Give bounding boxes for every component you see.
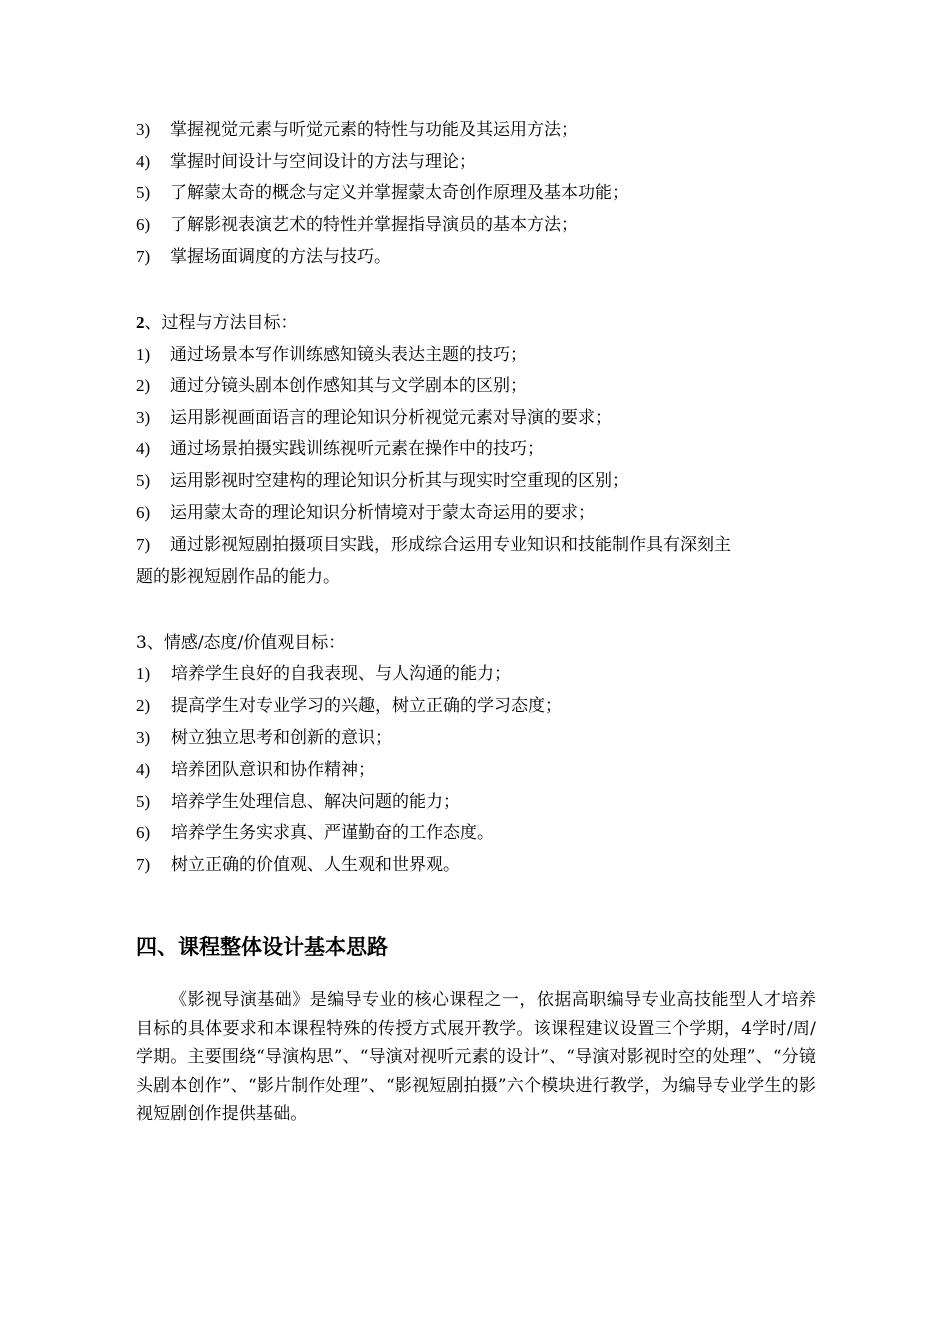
list-item (136, 694, 816, 718)
list-item (136, 213, 816, 237)
list-item-text: 运用影视画面语言的理论知识分析视觉元素对导演的要求； (170, 408, 612, 428)
list-item (136, 853, 816, 877)
list-item (136, 343, 816, 367)
list-item-text: 培养学生处理信息、解决问题的能力； (171, 792, 460, 812)
list-item-number: 1) (136, 345, 151, 364)
list-item-number: 2) (136, 696, 151, 715)
list-item-text: 树立正确的价值观、人生观和世界观。 (171, 855, 460, 875)
list-item (136, 790, 816, 814)
list-item-text: 通过分镜头剧本创作感知其与文学剧本的区别； (170, 376, 527, 396)
list-item (136, 181, 816, 205)
list-item-text: 通过场景本写作训练感知镜头表达主题的技巧； (170, 345, 527, 365)
list-item-text: 树立独立思考和创新的意识； (171, 728, 392, 748)
list-item-continuation: 题的影视短剧作品的能力。 (136, 567, 340, 587)
list-item-text: 运用蒙太奇的理论知识分析情境对于蒙太奇运用的要求； (170, 503, 595, 523)
list-item-number: 4) (136, 439, 151, 458)
list-item-number: 4) (136, 760, 151, 779)
list-item (136, 726, 816, 750)
section-number: 2 (136, 313, 145, 332)
list-item-text: 通过场景拍摄实践训练视听元素在操作中的技巧； (170, 439, 544, 459)
list-item-number: 2) (136, 376, 151, 395)
list-item-number: 6) (136, 823, 151, 842)
list-item-text: 提高学生对专业学习的兴趣，树立正确的学习态度； (171, 696, 562, 716)
list-item-text: 掌握时间设计与空间设计的方法与理论； (170, 152, 476, 172)
list-item-number: 3) (136, 728, 151, 747)
list-item (136, 501, 816, 525)
list-item-text: 培养学生务实求真、严谨勤奋的工作态度。 (171, 823, 494, 843)
body-paragraph: 《影视导演基础》是编导专业的核心课程之一，依据高职编导专业高技能型人才培养目标的具体要求和本课程特殊的传授方式展开教学。该课程建议设置三个学期，4学时/周/学期。主要围绕“导演构思”、“导演对视听元素的设计”、“导演对影视时空的处理”、“分镜头剧本创作”、“影片制作处理”、“影视短剧拍摄”六个模块进行教学，为编导专业学生的影视短剧创作提供基础。 (136, 990, 816, 1124)
section-title: 、过程与方法目标： (144, 313, 298, 333)
list-item (136, 406, 816, 430)
list-item-number: 6) (136, 215, 151, 234)
list-item-number: 5) (136, 792, 151, 811)
list-item-text: 培养团队意识和协作精神； (171, 760, 375, 780)
list-item (136, 469, 816, 493)
list-item-text: 培养学生良好的自我表现、与人沟通的能力； (171, 664, 511, 684)
list-item-number: 3) (136, 408, 151, 427)
list-item (136, 437, 816, 461)
list-item (136, 533, 816, 557)
list-item (136, 118, 816, 142)
list-item-text: 通过影视短剧拍摄项目实践，形成综合运用专业知识和技能制作具有深刻主 (170, 535, 731, 555)
list-item-number: 6) (136, 503, 151, 522)
section-heading: 四、课程整体设计基本思路 (136, 935, 388, 959)
list-item-number: 5) (136, 183, 151, 202)
list-item-text: 掌握视觉元素与听觉元素的特性与功能及其运用方法； (170, 120, 578, 140)
list-item-text: 了解蒙太奇的概念与定义并掌握蒙太奇创作原理及基本功能； (170, 183, 629, 203)
list-item-number: 3) (136, 120, 151, 139)
list-item (136, 662, 816, 686)
list-item (136, 245, 816, 269)
list-item-number: 7) (136, 247, 151, 266)
list-item-number: 7) (136, 855, 151, 874)
list-item (136, 758, 816, 782)
list-item (136, 821, 816, 845)
list-item (136, 374, 816, 398)
list-item (136, 150, 816, 174)
list-item-number: 1) (136, 664, 151, 683)
list-item-number: 4) (136, 152, 151, 171)
list-item-text: 运用影视时空建构的理论知识分析其与现实时空重现的区别； (170, 471, 629, 491)
attitude-goals-heading: 3、情感/态度/价值观目标： (136, 633, 346, 653)
list-item-number: 7) (136, 535, 151, 554)
list-item-number: 5) (136, 471, 151, 490)
list-item-text: 掌握场面调度的方法与技巧。 (170, 247, 391, 267)
process-goals-heading (136, 311, 816, 335)
list-item-text: 了解影视表演艺术的特性并掌握指导演员的基本方法； (170, 215, 578, 235)
